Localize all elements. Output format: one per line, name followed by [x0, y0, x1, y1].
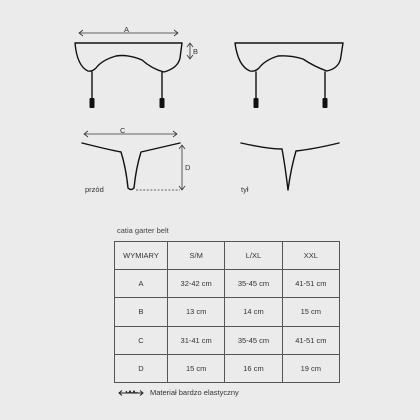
dimension-b-label: B — [193, 47, 199, 56]
thong-front-drawing — [82, 143, 180, 190]
table-cell: 32-42 cm — [168, 270, 225, 298]
table-cell: 35-45 cm — [225, 270, 282, 298]
table-row — [115, 326, 340, 354]
table-cell: 16 cm — [225, 354, 282, 382]
table-cell: 15 cm — [282, 298, 339, 326]
table-cell: 41-51 cm — [282, 326, 339, 354]
material-note-text: Materiał bardzo elastyczny — [150, 388, 239, 397]
header-cell: XXL — [282, 242, 339, 270]
table-cell: 15 cm — [168, 354, 225, 382]
table-header-row — [115, 242, 340, 270]
dimension-d-label: D — [185, 163, 191, 172]
table-title: catia garter belt — [117, 226, 169, 235]
header-cell: S/M — [168, 242, 225, 270]
header-cell: WYMIARY — [115, 242, 168, 270]
table-cell: 31-41 cm — [168, 326, 225, 354]
table-cell: 13 cm — [168, 298, 225, 326]
table-row — [115, 270, 340, 298]
material-note — [118, 388, 239, 397]
table-cell: 35-45 cm — [225, 326, 282, 354]
front-view-label: przód — [85, 185, 104, 194]
dimension-c-label: C — [120, 126, 126, 135]
table-cell: 14 cm — [225, 298, 282, 326]
garter-belt-back-drawing — [235, 43, 343, 98]
stretch-arrows-icon — [118, 389, 144, 397]
table-row — [115, 298, 340, 326]
row-label: A — [115, 270, 168, 298]
row-label: B — [115, 298, 168, 326]
thong-back-drawing — [241, 143, 339, 190]
size-table — [114, 241, 340, 383]
table-cell: 19 cm — [282, 354, 339, 382]
table-row — [115, 354, 340, 382]
dimension-a-label: A — [124, 25, 130, 34]
row-label: D — [115, 354, 168, 382]
garter-belt-front-drawing — [75, 43, 182, 98]
table-cell: 41-51 cm — [282, 270, 339, 298]
row-label: C — [115, 326, 168, 354]
header-cell: L/XL — [225, 242, 282, 270]
back-view-label: tył — [241, 185, 249, 194]
